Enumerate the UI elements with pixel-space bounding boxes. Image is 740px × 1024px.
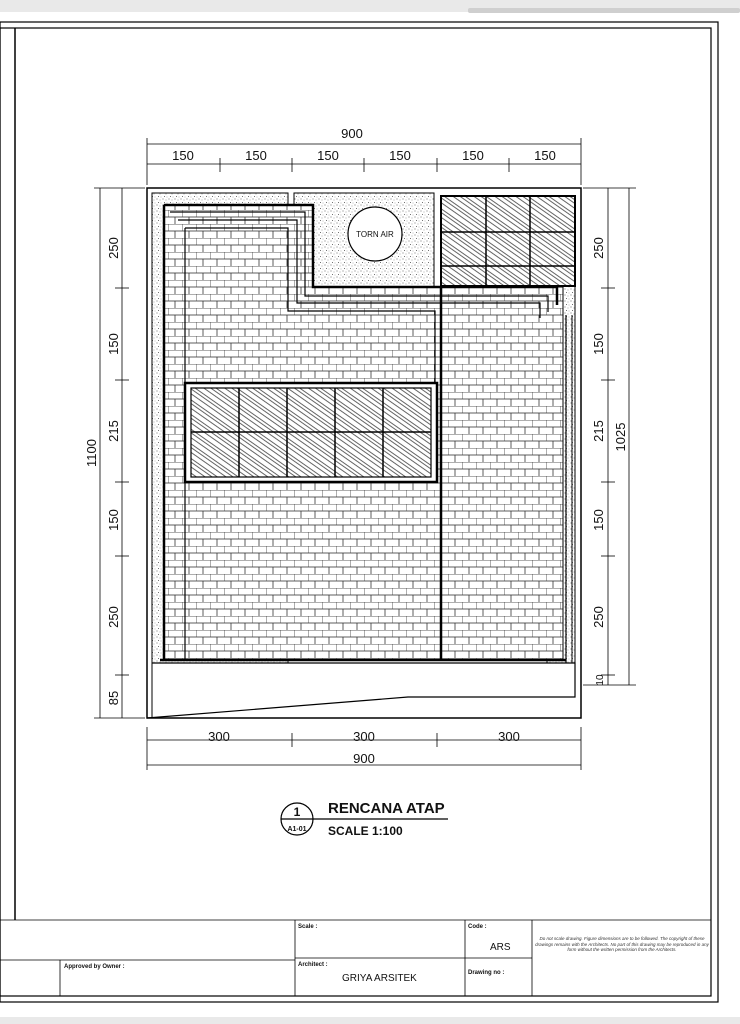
drawing-no-label: Drawing no : xyxy=(468,970,505,976)
dim-top-1: 150 xyxy=(172,148,194,163)
architect-value: GRIYA ARSITEK xyxy=(342,973,417,984)
dim-top-2: 150 xyxy=(245,148,267,163)
water-tank xyxy=(348,207,402,261)
skylight-top-right xyxy=(441,196,575,286)
dim-top-6: 150 xyxy=(534,148,556,163)
copyright-note: Do not scale drawing. Figure dimensions are to be followed. The copyright of these drawings remains with the Architects. No part of this drawing may be reproduced in any form without the written permission from the Architects. xyxy=(535,936,709,953)
dim-top-4: 150 xyxy=(389,148,411,163)
dim-right-4: 150 xyxy=(591,509,606,531)
dim-right-2: 150 xyxy=(591,333,606,355)
dim-right-1: 250 xyxy=(591,237,606,259)
dim-left-total: 1100 xyxy=(84,439,99,467)
detail-number: 1 xyxy=(293,805,301,819)
dim-left-2: 150 xyxy=(106,333,121,355)
skylight-center xyxy=(185,383,437,482)
dim-right-6: 10 xyxy=(595,674,606,686)
dim-left-3: 215 xyxy=(106,420,121,442)
dim-bottom-total: 900 xyxy=(353,751,375,766)
dim-bottom-2: 300 xyxy=(353,729,375,744)
scale-label: Scale : xyxy=(298,924,318,930)
dim-left-5: 250 xyxy=(106,606,121,628)
dim-left-1: 250 xyxy=(106,237,121,259)
code-value: ARS xyxy=(490,942,511,953)
dim-bottom-3: 300 xyxy=(498,729,520,744)
dim-right-5: 250 xyxy=(591,606,606,628)
approved-by-owner-label: Approved by Owner : xyxy=(64,964,125,970)
copyright-note-box xyxy=(534,936,710,978)
dim-bottom-1: 300 xyxy=(208,729,230,744)
dim-top-3: 150 xyxy=(317,148,339,163)
drawing-title-text: RENCANA ATAP xyxy=(328,800,445,817)
dim-top-total: 900 xyxy=(341,126,363,141)
code-label: Code : xyxy=(468,924,487,930)
dim-right-total: 1025 xyxy=(613,422,628,452)
dim-left-4: 150 xyxy=(106,509,121,531)
drawing-scale: SCALE 1:100 xyxy=(328,824,403,838)
dim-right-3: 215 xyxy=(591,420,606,442)
water-tank-label: TORN AIR xyxy=(356,230,394,239)
dim-top-5: 150 xyxy=(462,148,484,163)
sheet-reference: A1-01 xyxy=(287,826,307,833)
dim-left-6: 85 xyxy=(106,690,121,706)
roof-plan xyxy=(147,188,581,718)
architect-label: Architect : xyxy=(298,962,328,968)
